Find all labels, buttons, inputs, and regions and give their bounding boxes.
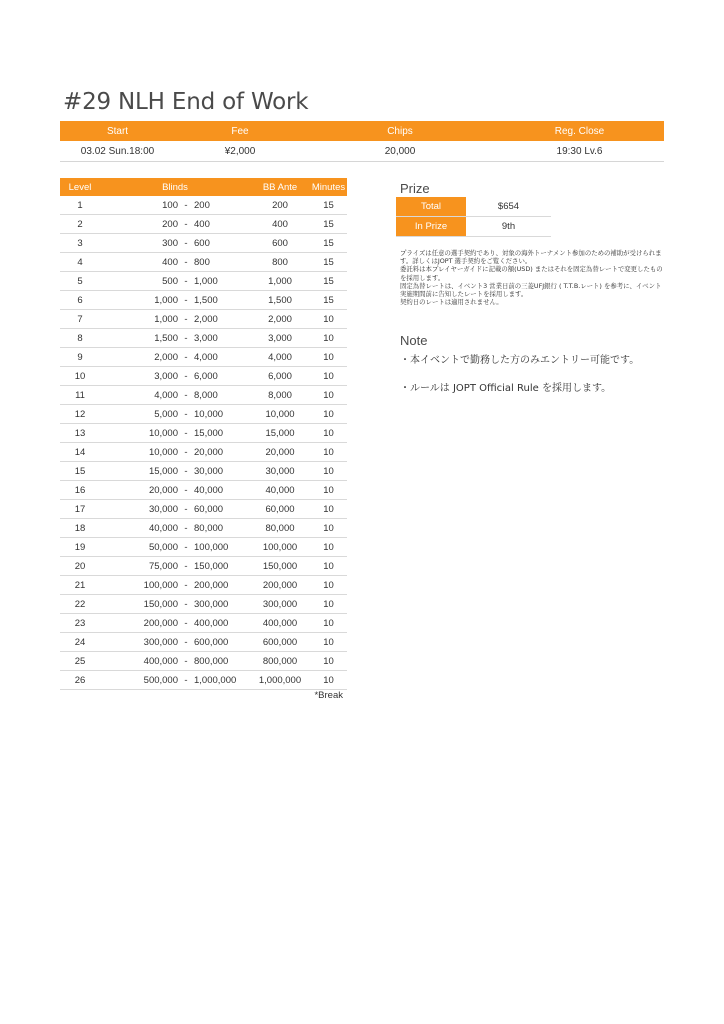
big-blind-cell: 80,000: [194, 522, 224, 534]
big-blind-cell: 30,000: [194, 465, 224, 477]
level-cell: 20: [74, 560, 86, 572]
bb-ante-cell: 2,000: [268, 313, 292, 325]
blind-separator: -: [184, 256, 188, 268]
blind-separator: -: [184, 408, 188, 420]
blind-separator: -: [184, 579, 188, 591]
bb-ante-cell: 40,000: [265, 484, 295, 496]
big-blind-cell: 300,000: [194, 598, 229, 610]
level-cell: 24: [74, 636, 86, 648]
blind-rows: [60, 196, 347, 690]
small-blind-cell: 150,000: [143, 598, 178, 610]
blind-row: [60, 329, 347, 348]
reg-close-value: 19:30 Lv.6: [556, 145, 603, 157]
chips-header: Chips: [387, 125, 413, 137]
prize-row-total: [396, 197, 551, 217]
big-blind-cell: 400: [194, 218, 210, 230]
chips-value: 20,000: [384, 145, 416, 157]
big-blind-cell: 60,000: [194, 503, 224, 515]
level-cell: 16: [74, 484, 86, 496]
minutes-cell: 10: [323, 522, 334, 534]
minutes-cell: 10: [323, 560, 334, 572]
bb-ante-cell: 800: [272, 256, 288, 268]
bb-ante-cell: 8,000: [268, 389, 292, 401]
level-header: Level: [68, 181, 92, 193]
blind-row: [60, 291, 347, 310]
bb-ante-cell: 600: [272, 237, 288, 249]
blind-row: [60, 405, 347, 424]
blind-separator: -: [184, 446, 188, 458]
small-blind-cell: 40,000: [148, 522, 178, 534]
level-cell: 9: [77, 351, 83, 363]
small-blind-cell: 15,000: [148, 465, 178, 477]
big-blind-cell: 1,000,000: [194, 674, 237, 686]
bb-ante-cell: 80,000: [265, 522, 295, 534]
level-cell: 8: [77, 332, 83, 344]
blind-separator: -: [184, 598, 188, 610]
blind-row: [60, 481, 347, 500]
blind-separator: -: [184, 503, 188, 515]
note-title: Note: [400, 333, 428, 348]
small-blind-cell: 10,000: [148, 446, 178, 458]
bb-ante-cell: 4,000: [268, 351, 292, 363]
small-blind-cell: 200: [162, 218, 178, 230]
big-blind-cell: 4,000: [194, 351, 218, 363]
level-cell: 2: [77, 218, 83, 230]
minutes-cell: 10: [323, 313, 334, 325]
blind-separator: -: [184, 484, 188, 496]
bb-ante-cell: 15,000: [265, 427, 295, 439]
blind-separator: -: [184, 218, 188, 230]
small-blind-cell: 100,000: [143, 579, 178, 591]
level-cell: 5: [77, 275, 83, 287]
minutes-cell: 10: [323, 579, 334, 591]
minutes-cell: 10: [323, 408, 334, 420]
blind-row: [60, 519, 347, 538]
blind-separator: -: [184, 541, 188, 553]
level-cell: 25: [74, 655, 86, 667]
blind-row: [60, 500, 347, 519]
blind-separator: -: [184, 636, 188, 648]
big-blind-cell: 400,000: [194, 617, 229, 629]
small-blind-cell: 5,000: [154, 408, 178, 420]
level-cell: 6: [77, 294, 83, 306]
blind-separator: -: [184, 560, 188, 572]
minutes-cell: 15: [323, 218, 334, 230]
note-line-rule: ・ルールは JOPT Official Rule を採用します。: [400, 383, 612, 394]
blind-separator: -: [184, 617, 188, 629]
blind-row: [60, 310, 347, 329]
big-blind-cell: 15,000: [194, 427, 224, 439]
prize-note-line: 契約日のレートは適用されません。: [400, 298, 503, 307]
minutes-cell: 10: [323, 674, 334, 686]
blind-row: [60, 196, 347, 215]
blind-separator: -: [184, 237, 188, 249]
bb-ante-cell: 1,000: [268, 275, 292, 287]
start-header: Start: [106, 125, 129, 137]
big-blind-cell: 6,000: [194, 370, 218, 382]
level-cell: 17: [74, 503, 86, 515]
big-blind-cell: 800,000: [194, 655, 229, 667]
blind-separator: -: [184, 465, 188, 477]
blind-separator: -: [184, 389, 188, 401]
in-prize-label: In Prize: [396, 217, 466, 236]
blind-separator: -: [184, 313, 188, 325]
bb-ante-cell: 20,000: [265, 446, 295, 458]
big-blind-cell: 1,500: [194, 294, 218, 306]
minutes-cell: 10: [323, 446, 334, 458]
small-blind-cell: 100: [162, 199, 178, 211]
big-blind-cell: 10,000: [194, 408, 224, 420]
minutes-cell: 10: [323, 465, 334, 477]
big-blind-cell: 100,000: [194, 541, 229, 553]
blind-row: [60, 595, 347, 614]
level-cell: 4: [77, 256, 83, 268]
level-cell: 23: [74, 617, 86, 629]
total-value: $654: [497, 201, 520, 212]
minutes-cell: 10: [323, 351, 334, 363]
minutes-cell: 10: [323, 617, 334, 629]
blind-row: [60, 557, 347, 576]
blind-row: [60, 215, 347, 234]
blind-row: [60, 253, 347, 272]
blind-row: [60, 538, 347, 557]
blind-row: [60, 424, 347, 443]
prize-table: [396, 197, 551, 237]
minutes-cell: 15: [323, 199, 334, 211]
big-blind-cell: 3,000: [194, 332, 218, 344]
big-blind-cell: 40,000: [194, 484, 224, 496]
blind-row: [60, 614, 347, 633]
small-blind-cell: 1,500: [154, 332, 178, 344]
blind-structure-table: [60, 178, 347, 690]
blind-row: [60, 671, 347, 690]
small-blind-cell: 30,000: [148, 503, 178, 515]
note-line-entry: ・本イベントで勤務した方のみエントリー可能です。: [400, 355, 640, 366]
bb-ante-cell: 1,000,000: [258, 674, 302, 686]
small-blind-cell: 3,000: [154, 370, 178, 382]
blind-separator: -: [184, 370, 188, 382]
level-cell: 1: [77, 199, 83, 211]
level-cell: 18: [74, 522, 86, 534]
big-blind-cell: 600: [194, 237, 210, 249]
bb-ante-cell: 200: [272, 199, 288, 211]
level-cell: 19: [74, 541, 86, 553]
level-cell: 22: [74, 598, 86, 610]
bb-ante-cell: 60,000: [265, 503, 295, 515]
blind-separator: -: [184, 427, 188, 439]
minutes-cell: 10: [323, 389, 334, 401]
blind-row: [60, 367, 347, 386]
level-cell: 13: [74, 427, 86, 439]
small-blind-cell: 500,000: [143, 674, 178, 686]
event-title: #29 NLH End of Work: [63, 89, 309, 115]
level-cell: 10: [74, 370, 86, 382]
event-info-table: [60, 121, 664, 162]
level-cell: 26: [74, 674, 86, 686]
minutes-header: Minutes: [311, 181, 346, 193]
prize-row-in-prize: [396, 217, 551, 237]
blind-separator: -: [184, 332, 188, 344]
level-cell: 11: [75, 389, 85, 401]
minutes-cell: 10: [323, 503, 334, 515]
blind-separator: -: [184, 199, 188, 211]
bb-ante-cell: 30,000: [265, 465, 295, 477]
small-blind-cell: 500: [162, 275, 178, 287]
small-blind-cell: 300: [162, 237, 178, 249]
minutes-cell: 15: [323, 294, 334, 306]
small-blind-cell: 1,000: [154, 294, 178, 306]
small-blind-cell: 1,000: [154, 313, 178, 325]
minutes-cell: 10: [323, 427, 334, 439]
big-blind-cell: 1,000: [194, 275, 218, 287]
minutes-cell: 10: [323, 636, 334, 648]
minutes-cell: 15: [323, 275, 334, 287]
blind-row: [60, 652, 347, 671]
bb-ante-cell: 400: [272, 218, 288, 230]
blind-separator: -: [184, 351, 188, 363]
big-blind-cell: 150,000: [194, 560, 229, 572]
blind-row: [60, 348, 347, 367]
bb-ante-cell: 400,000: [262, 617, 298, 629]
small-blind-cell: 10,000: [148, 427, 178, 439]
blind-row: [60, 386, 347, 405]
event-info-values: [60, 141, 664, 162]
prize-notes: [400, 249, 664, 306]
bb-ante-cell: 100,000: [262, 541, 298, 553]
blinds-header: Blinds: [162, 181, 188, 193]
minutes-cell: 10: [323, 370, 334, 382]
big-blind-cell: 2,000: [194, 313, 218, 325]
blind-separator: -: [184, 674, 188, 686]
minutes-cell: 10: [323, 598, 334, 610]
fee-value: ¥2,000: [224, 145, 256, 157]
small-blind-cell: 20,000: [148, 484, 178, 496]
blind-row: [60, 234, 347, 253]
in-prize-value: 9th: [501, 221, 516, 232]
big-blind-cell: 8,000: [194, 389, 218, 401]
prize-note-line: 委託料は本プレイヤーガイドに記載の額(USD) またはそれを固定為替レートで変更したものを採用します。: [400, 265, 663, 282]
blind-row: [60, 462, 347, 481]
blind-separator: -: [184, 522, 188, 534]
blind-row: [60, 633, 347, 652]
bb-ante-cell: 300,000: [262, 598, 298, 610]
event-info-header: [60, 121, 664, 141]
small-blind-cell: 200,000: [143, 617, 178, 629]
level-cell: 3: [77, 237, 83, 249]
bb-ante-cell: 6,000: [268, 370, 292, 382]
level-cell: 12: [74, 408, 86, 420]
total-label: Total: [396, 197, 466, 216]
minutes-cell: 15: [323, 237, 334, 249]
small-blind-cell: 400: [162, 256, 178, 268]
bb-ante-cell: 150,000: [262, 560, 298, 572]
big-blind-cell: 800: [194, 256, 210, 268]
big-blind-cell: 200: [194, 199, 210, 211]
minutes-cell: 15: [323, 256, 334, 268]
level-cell: 14: [74, 446, 86, 458]
bb-ante-cell: 800,000: [262, 655, 298, 667]
bb-ante-cell: 200,000: [262, 579, 298, 591]
prize-note-line: 固定為替レートは、イベント3 営業日前の三菱UFJ銀行 ( T.T.B.レート) を参考に、イベント実施期間前に告知したレートを採用します。: [400, 281, 662, 299]
minutes-cell: 10: [323, 332, 334, 344]
level-cell: 7: [77, 313, 83, 325]
bb-ante-cell: 3,000: [268, 332, 292, 344]
blind-separator: -: [184, 655, 188, 667]
blind-row: [60, 576, 347, 595]
big-blind-cell: 600,000: [194, 636, 229, 648]
bb-ante-cell: 10,000: [265, 408, 295, 420]
fee-header: Fee: [231, 125, 249, 137]
small-blind-cell: 75,000: [148, 560, 178, 572]
small-blind-cell: 50,000: [148, 541, 178, 553]
minutes-cell: 10: [323, 541, 334, 553]
reg-close-header: Reg. Close: [554, 125, 605, 137]
small-blind-cell: 4,000: [154, 389, 178, 401]
big-blind-cell: 200,000: [194, 579, 229, 591]
bb-ante-cell: 1,500: [268, 294, 292, 306]
minutes-cell: 10: [323, 655, 334, 667]
minutes-cell: 10: [323, 484, 334, 496]
big-blind-cell: 20,000: [194, 446, 224, 458]
start-value: 03.02 Sun.18:00: [80, 145, 155, 157]
level-cell: 21: [74, 579, 86, 591]
blind-separator: -: [184, 275, 188, 287]
small-blind-cell: 300,000: [143, 636, 178, 648]
small-blind-cell: 400,000: [143, 655, 178, 667]
break-note: *Break: [314, 690, 343, 701]
bb-ante-header: BB Ante: [262, 181, 298, 193]
prize-title: Prize: [400, 181, 430, 196]
prize-note-line: プライズは任意の選手契約であり、対象の海外トーナメント参加のための補助が受けられます。詳しくはJOPT 選手契約をご覧ください。: [400, 249, 662, 266]
blind-row: [60, 443, 347, 462]
blind-row: [60, 272, 347, 291]
blind-separator: -: [184, 294, 188, 306]
level-cell: 15: [74, 465, 86, 477]
small-blind-cell: 2,000: [154, 351, 178, 363]
blind-structure-header: [60, 178, 347, 196]
bb-ante-cell: 600,000: [262, 636, 298, 648]
